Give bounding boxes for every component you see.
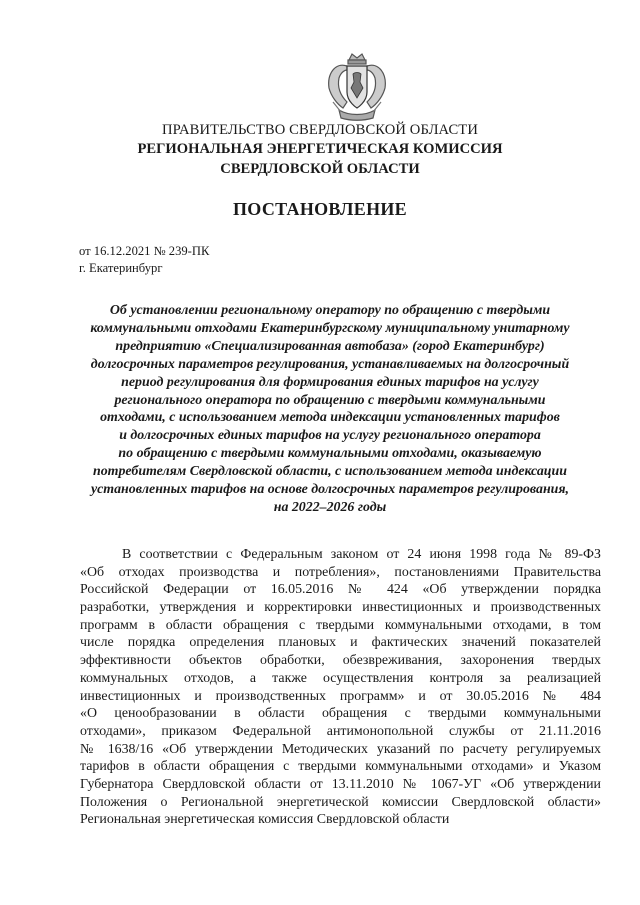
body-line: коммунальных отходов, а также осуществления контроля за реализацией: [80, 670, 601, 686]
document-title: [60, 302, 600, 517]
body-line: Региональная энергетическая комиссия Свердловской области: [80, 812, 450, 828]
title-line: на 2022–2026 годы: [273, 499, 387, 515]
commission-name: РЕГИОНАЛЬНАЯ ЭНЕРГЕТИЧЕСКАЯ КОМИССИЯ: [137, 141, 503, 157]
body-line: «Об отходах производства и потребления», постановлениями Правительства: [80, 564, 601, 580]
title-line: регионального оператора по обращению с твердыми коммунальными: [114, 392, 546, 408]
title-line: отходами, с использованием метода индексации установленных тарифов: [100, 410, 560, 426]
body-line: Положения о Региональной энергетической комиссии Свердловской области»: [80, 794, 601, 810]
title-line: коммунальными отходами Екатеринбургскому муниципальному унитарному: [90, 320, 570, 336]
document-date-number: от 16.12.2021 № 239-ПК: [79, 244, 210, 258]
document-body: [80, 546, 601, 829]
title-line: предприятию «Специализированная автобаза» (город Екатеринбург): [115, 338, 545, 354]
body-line: «О ценообразовании в области обращения с твердыми коммунальными: [80, 706, 601, 722]
title-line: период регулирования для формирования единых тарифов на услугу: [121, 374, 539, 390]
title-line: долгосрочных параметров регулирования, устанавливаемых на долгосрочный: [90, 356, 570, 372]
body-line: № 1638/16 «Об утверждении Методических указаний по расчету регулируемых: [80, 741, 601, 757]
region-name: СВЕРДЛОВСКОЙ ОБЛАСТИ: [220, 161, 420, 177]
coat-of-arms-emblem: [323, 52, 391, 122]
body-line: Губернатора Свердловской области от 13.11.2010 № 1067-УГ «Об утверждении: [80, 776, 601, 792]
body-line: Российской Федерации от 16.05.2016 № 424 «Об утверждении порядка: [80, 582, 601, 598]
body-line: отходами», приказом Федеральной антимонопольной службы от 21.11.2016: [80, 723, 601, 739]
title-line: и долгосрочных единых тарифов на услугу регионального оператора: [119, 428, 541, 444]
body-line: программ в области обращения с твердыми коммунальными отходами, в том: [80, 617, 601, 633]
title-line: по обращению с твердыми коммунальными отходами, оказываемую: [118, 446, 542, 462]
document-city: г. Екатеринбург: [79, 261, 163, 275]
body-line: числе порядка определения плановых и фактических значений показателей: [80, 635, 601, 651]
body-line: инвестиционных и производственных программ» и от 30.05.2016 № 484: [80, 688, 601, 704]
title-line: установленных тарифов на основе долгосрочных параметров регулирования,: [90, 482, 570, 498]
government-name: ПРАВИТЕЛЬСТВО СВЕРДЛОВСКОЙ ОБЛАСТИ: [162, 122, 478, 138]
title-line: потребителям Свердловской области, с использованием метода индексации: [93, 464, 567, 480]
body-line: тарифов в области обращения с твердыми коммунальными отходами» и Указом: [80, 759, 601, 775]
title-line: Об установлении региональному оператору по обращению с твердыми: [109, 303, 551, 318]
document-type: ПОСТАНОВЛЕНИЕ: [233, 199, 407, 219]
body-line: эффективности объектов обработки, обезвреживания, захоронения твердых: [80, 653, 601, 669]
body-line: разработки, утверждения и корректировки инвестиционных и производственных: [80, 600, 601, 616]
body-line: В соответствии с Федеральным законом от 24 июня 1998 года № 89-ФЗ: [122, 547, 601, 562]
